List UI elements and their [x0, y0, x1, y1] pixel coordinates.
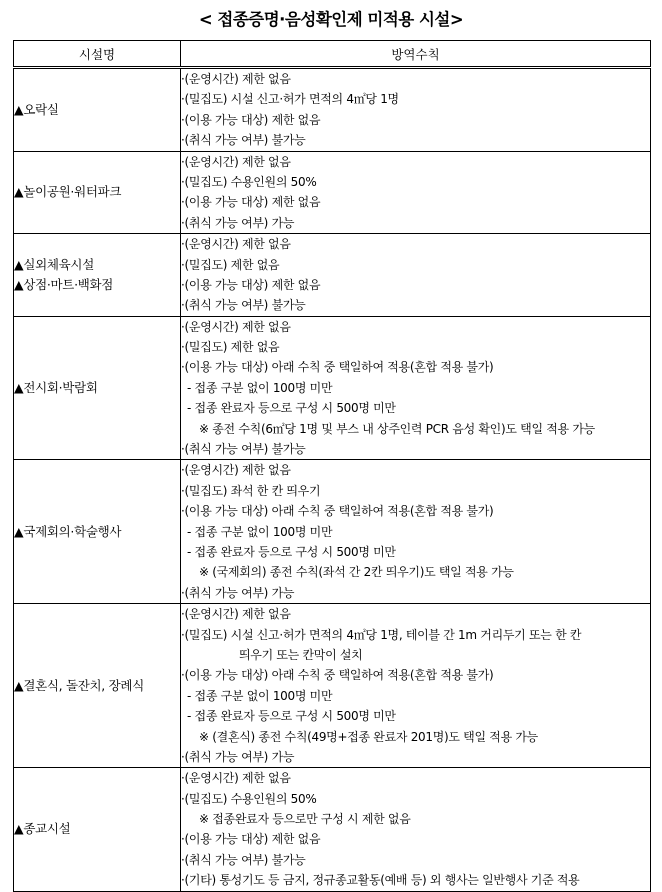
facility-name-cell: [14, 316, 181, 460]
rule-line: ·(이용 가능 대상) 아래 수칙 중 택일하여 적용(혼합 적용 불가): [181, 504, 494, 519]
rule-line: ·(운영시간) 제한 없음: [181, 319, 291, 334]
rule-line: ·(운영시간) 제한 없음: [181, 72, 291, 86]
header-facility-name: 시설명: [14, 41, 181, 68]
rule-line: ·(운영시간) 제한 없음: [181, 463, 291, 478]
rule-line: ※ 종전 수칙(6㎡당 1명 및 부스 내 상주인력 PCR 음성 확인)도 택일 적용 가능: [199, 421, 595, 436]
facility-name-cell: [14, 460, 181, 604]
table-row: [14, 234, 651, 317]
rule-line: ·(기타) 통성기도 등 금지, 정규종교활동(예배 등) 외 행사는 일반행사 기준 적용: [181, 873, 580, 888]
table-row: [14, 460, 651, 604]
rule-line: - 접종 완료자 등으로 구성 시 500명 미만: [187, 401, 396, 416]
rule-line: ※ (국제회의) 종전 수칙(좌석 간 2칸 띄우기)도 택일 적용 가능: [199, 565, 514, 580]
rule-line: ·(밀집도) 수용인원의 50%: [181, 791, 317, 806]
rule-line: ·(취식 가능 여부) 가능: [181, 215, 295, 230]
header-rules: 방역수칙: [181, 41, 651, 68]
rule-line: - 접종 구분 없이 100명 미만: [187, 380, 333, 395]
rule-line: 띄우기 또는 칸막이 설치: [239, 647, 363, 662]
rule-line: ※ (결혼식) 종전 수칙(49명+접종 완료자 201명)도 택일 적용 가능: [199, 729, 538, 744]
rules-cell: [181, 604, 651, 768]
rule-line: ·(밀집도) 제한 없음: [181, 340, 280, 355]
facility-name-cell: [14, 604, 181, 768]
table-row: [14, 768, 651, 891]
rule-line: ·(취식 가능 여부) 불가능: [181, 852, 306, 867]
rule-line: ·(밀집도) 좌석 한 칸 띄우기: [181, 483, 321, 498]
rule-line: ·(취식 가능 여부) 가능: [181, 749, 295, 764]
rule-line: ·(이용 가능 대상) 아래 수칙 중 택일하여 적용(혼합 적용 불가): [181, 360, 494, 375]
facility-name-cell: [14, 68, 181, 152]
table-row: [14, 316, 651, 460]
table-row: [14, 604, 651, 768]
facility-name: ▲상점·마트·백화점: [14, 276, 114, 292]
facility-name: ▲국제회의·학술행사: [14, 523, 122, 539]
rule-line: ·(운영시간) 제한 없음: [181, 771, 291, 786]
rule-line: ·(취식 가능 여부) 가능: [181, 585, 295, 600]
rules-cell: [181, 768, 651, 891]
facility-name: ▲실외체육시설: [14, 256, 94, 272]
facility-name: ▲종교시설: [14, 821, 71, 837]
rule-line: ·(이용 가능 대상) 제한 없음: [181, 832, 321, 847]
rule-line: ·(운영시간) 제한 없음: [181, 607, 291, 622]
facility-name: ▲놀이공원·워터파크: [14, 184, 122, 200]
facility-name: ▲전시회·박람회: [14, 380, 98, 396]
rule-line: ※ 접종완료자 등으로만 구성 시 제한 없음: [199, 812, 411, 827]
rules-cell: [181, 460, 651, 604]
rules-cell: [181, 234, 651, 317]
rule-line: ·(취식 가능 여부) 불가능: [181, 442, 306, 457]
facility-name-cell: [14, 768, 181, 891]
facility-name: ▲오락실: [14, 101, 59, 117]
rule-line: - 접종 완료자 등으로 구성 시 500명 미만: [187, 709, 396, 724]
rule-line: ·(밀집도) 수용인원의 50%: [181, 174, 317, 189]
rule-line: ·(밀집도) 시설 신고·허가 면적의 4㎡당 1명: [181, 92, 399, 107]
rule-line: ·(밀집도) 시설 신고·허가 면적의 4㎡당 1명, 테이블 간 1m 거리두기 또는 한 칸: [181, 627, 582, 642]
rules-cell: [181, 68, 651, 152]
rule-line: - 접종 구분 없이 100명 미만: [187, 524, 333, 539]
facility-name-cell: [14, 234, 181, 317]
rule-line: - 접종 완료자 등으로 구성 시 500명 미만: [187, 544, 396, 559]
rule-line: ·(밀집도) 제한 없음: [181, 257, 280, 272]
rule-line: ·(이용 가능 대상) 제한 없음: [181, 277, 321, 292]
rule-line: ·(운영시간) 제한 없음: [181, 154, 291, 169]
table-row: [14, 68, 651, 152]
rule-line: ·(이용 가능 대상) 제한 없음: [181, 112, 321, 127]
rule-line: ·(취식 가능 여부) 불가능: [181, 298, 306, 313]
rule-line: ·(취식 가능 여부) 불가능: [181, 133, 306, 148]
facility-name: ▲결혼식, 돌잔치, 장례식: [14, 677, 144, 693]
rule-line: - 접종 구분 없이 100명 미만: [187, 688, 333, 703]
page-title: < 접종증명·음성확인제 미적용 시설>: [198, 10, 464, 29]
rule-line: ·(이용 가능 대상) 제한 없음: [181, 195, 321, 210]
rules-cell: [181, 151, 651, 234]
table-row: [14, 151, 651, 234]
facility-rules-table: [13, 40, 651, 892]
table-header-row: [14, 41, 651, 68]
rules-cell: [181, 316, 651, 460]
rule-line: ·(운영시간) 제한 없음: [181, 237, 291, 252]
facility-name-cell: [14, 151, 181, 234]
rule-line: ·(이용 가능 대상) 아래 수칙 중 택일하여 적용(혼합 적용 불가): [181, 668, 494, 683]
